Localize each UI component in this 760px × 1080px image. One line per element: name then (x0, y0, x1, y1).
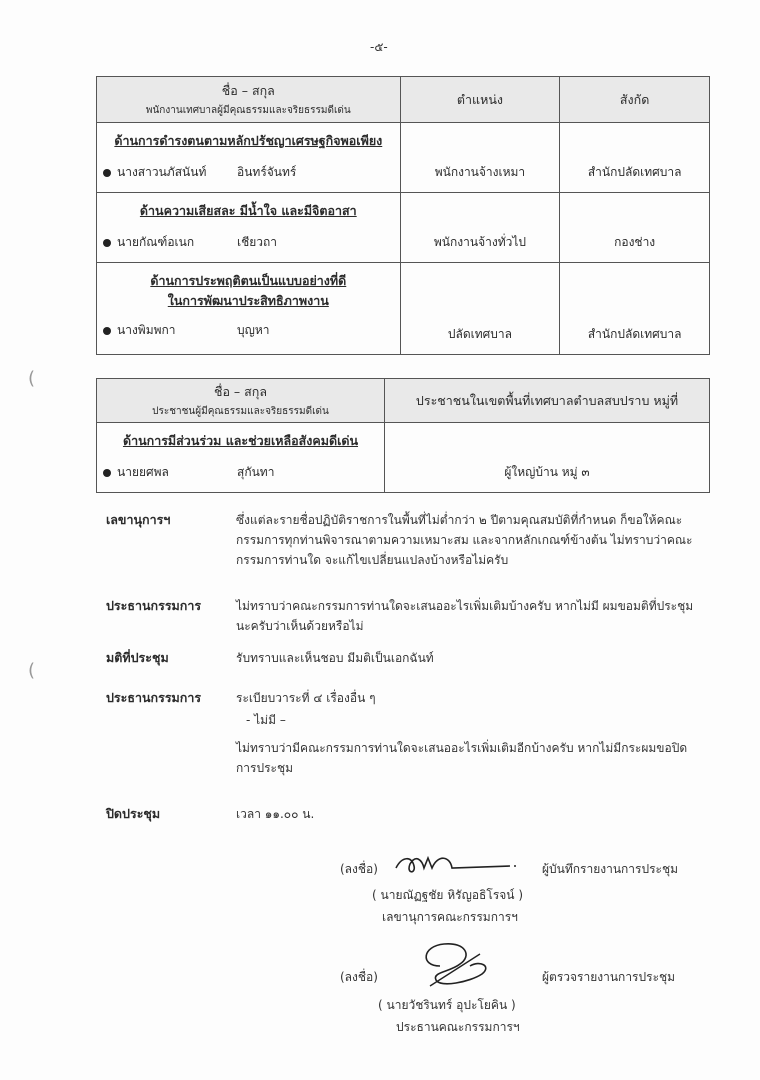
minutes-label: ประธานกรรมการ (106, 598, 202, 613)
dept-value: สำนักปลัดเทศบาล (587, 165, 682, 179)
section-heading: ด้านการมีส่วนร่วม และช่วยเหลือสังคมดีเด่น (122, 433, 359, 448)
minutes-label: มติที่ประชุม (106, 650, 169, 665)
table-row (97, 123, 710, 193)
minutes-label: เลขานุการฯ (106, 512, 171, 527)
signer-position: เลขานุการคณะกรรมการฯ (382, 910, 518, 924)
bullet-icon (103, 239, 111, 247)
name-header (97, 379, 385, 423)
person-name: นายกัณฑ์อเนก (117, 235, 195, 249)
name-cell (97, 123, 401, 193)
table-row (97, 423, 710, 493)
dept-cell (560, 193, 710, 263)
table-header-row (97, 77, 710, 123)
section-heading: ด้านความเสียสละ มีน้ำใจ และมีจิตอาสา (139, 203, 357, 218)
sign-role: ผู้ตรวจรายงานการประชุม (542, 970, 676, 984)
name-header-label: ชื่อ – สกุล (213, 384, 268, 399)
minutes-text: รับทราบและเห็นชอบ มีมติเป็นเอกฉันท์ (236, 651, 434, 665)
sign-prefix: (ลงชื่อ) (340, 970, 378, 984)
minutes-text: เวลา ๑๑.๐๐ น. (236, 807, 315, 821)
dept-value: กองช่าง (614, 235, 656, 249)
position-cell (400, 263, 560, 355)
name-header-label: ชื่อ – สกุล (221, 83, 275, 98)
table-row (97, 263, 710, 355)
minutes-label: ปิดประชุม (106, 806, 161, 821)
area-header-label: ประชาชนในเขตพื้นที่เทศบาลตำบลสบปราบ หมู่ที่ (415, 392, 679, 408)
name-header (97, 77, 401, 123)
position-value: พนักงานจ้างเหมา (434, 165, 526, 179)
area-value: ผู้ใหญ่บ้าน หมู่ ๓ (504, 465, 590, 479)
name-cell (97, 423, 385, 493)
scan-mark: ( (28, 368, 36, 389)
person-surname: เชียวถา (237, 235, 278, 249)
dept-cell (560, 263, 710, 355)
person-surname: อินทร์จันทร์ (237, 165, 297, 179)
position-value: ปลัดเทศบาล (447, 327, 512, 341)
area-cell (385, 423, 710, 493)
dept-value: สำนักปลัดเทศบาล (587, 327, 682, 341)
sign-role: ผู้บันทึกรายงานการประชุม (542, 862, 679, 876)
area-header (385, 379, 710, 423)
person-entry (97, 463, 384, 482)
minutes-label: ประธานกรรมการ (106, 690, 202, 705)
citizen-award-table (96, 378, 710, 493)
signature-image (410, 936, 500, 992)
signer-position: ประธานคณะกรรมการฯ (396, 1020, 520, 1034)
person-surname: บุญหา (237, 323, 270, 337)
minutes-text-none: - ไม่มี – (246, 713, 286, 727)
position-header (400, 77, 560, 123)
person-entry (97, 163, 400, 182)
name-header-sub: ประชาชนผู้มีคุณธรรมและจริยธรรมดีเด่น (152, 406, 329, 417)
staff-award-table (96, 76, 710, 355)
dept-cell (560, 123, 710, 193)
signer-name: ( นายวัชรินทร์ อุปะโยคิน ) (378, 998, 516, 1012)
dept-header (560, 77, 710, 123)
bullet-icon (103, 169, 111, 177)
position-value: พนักงานจ้างทั่วไป (433, 235, 526, 249)
person-surname: สุกันทา (237, 465, 275, 479)
position-header-label: ตำแหน่ง (456, 91, 503, 107)
person-entry (97, 321, 400, 340)
person-name: นายยศพล (117, 465, 169, 479)
name-cell (97, 193, 401, 263)
person-name: นางพิมพกา (117, 323, 176, 337)
bullet-icon (103, 469, 111, 477)
section-heading: ด้านการดำรงตนตามหลักปรัชญาเศรษฐกิจพอเพียง (114, 133, 383, 148)
dept-header-label: สังกัด (619, 91, 650, 107)
minutes-text: ไม่ทราบว่าคณะกรรมการท่านใดจะเสนออะไรเพิ่มเติมบ้างครับ หากไม่มี ผมขอมติที่ประชุมนะครับว่าเห็นด้วยหรือไม่ (236, 599, 694, 633)
position-cell (400, 193, 560, 263)
person-name: นางสาวนภัสนันท์ (117, 165, 207, 179)
scan-mark: ( (28, 660, 36, 681)
section-heading-line2: ในการพัฒนาประสิทธิภาพงาน (167, 293, 329, 308)
person-entry (97, 233, 400, 252)
table-header-row (97, 379, 710, 423)
sign-prefix: (ลงชื่อ) (340, 862, 378, 876)
name-header-sub: พนักงานเทศบาลผู้มีคุณธรรมและจริยธรรมดีเด่น (145, 105, 351, 116)
section-heading: ด้านการประพฤติตนเป็นแบบอย่างที่ดี (150, 273, 347, 288)
minutes-text-closing: ไม่ทราบว่ามีคณะกรรมการท่านใดจะเสนออะไรเพิ่มเติมอีกบ้างครับ หากไม่มีกระผมขอปิดการประชุม (236, 741, 688, 775)
table-row (97, 193, 710, 263)
position-cell (400, 123, 560, 193)
minutes-text: ระเบียบวาระที่ ๔ เรื่องอื่น ๆ (236, 691, 376, 705)
bullet-icon (103, 327, 111, 335)
signer-name: ( นายณัฏฐชัย หิรัญอธิโรจน์ ) (372, 888, 524, 902)
minutes-text: ซึ่งแต่ละรายชื่อปฏิบัติราชการในพื้นที่ไม่ต่ำกว่า ๒ ปีตามคุณสมบัติที่กำหนด ก็ขอให้คณะกรรมการทุกท่านพิจารณาตามความเหมาะสม และจากหลักเกณฑ์ข้างต้น ไม่ทราบว่าคณะกรรมการท่านใด จะแก้ไขเปลี่ยนแปลงบ้างหรือไม่ครับ (236, 513, 693, 567)
name-cell (97, 263, 401, 355)
signature-image (392, 846, 522, 880)
page-number: -๕- (370, 40, 388, 54)
